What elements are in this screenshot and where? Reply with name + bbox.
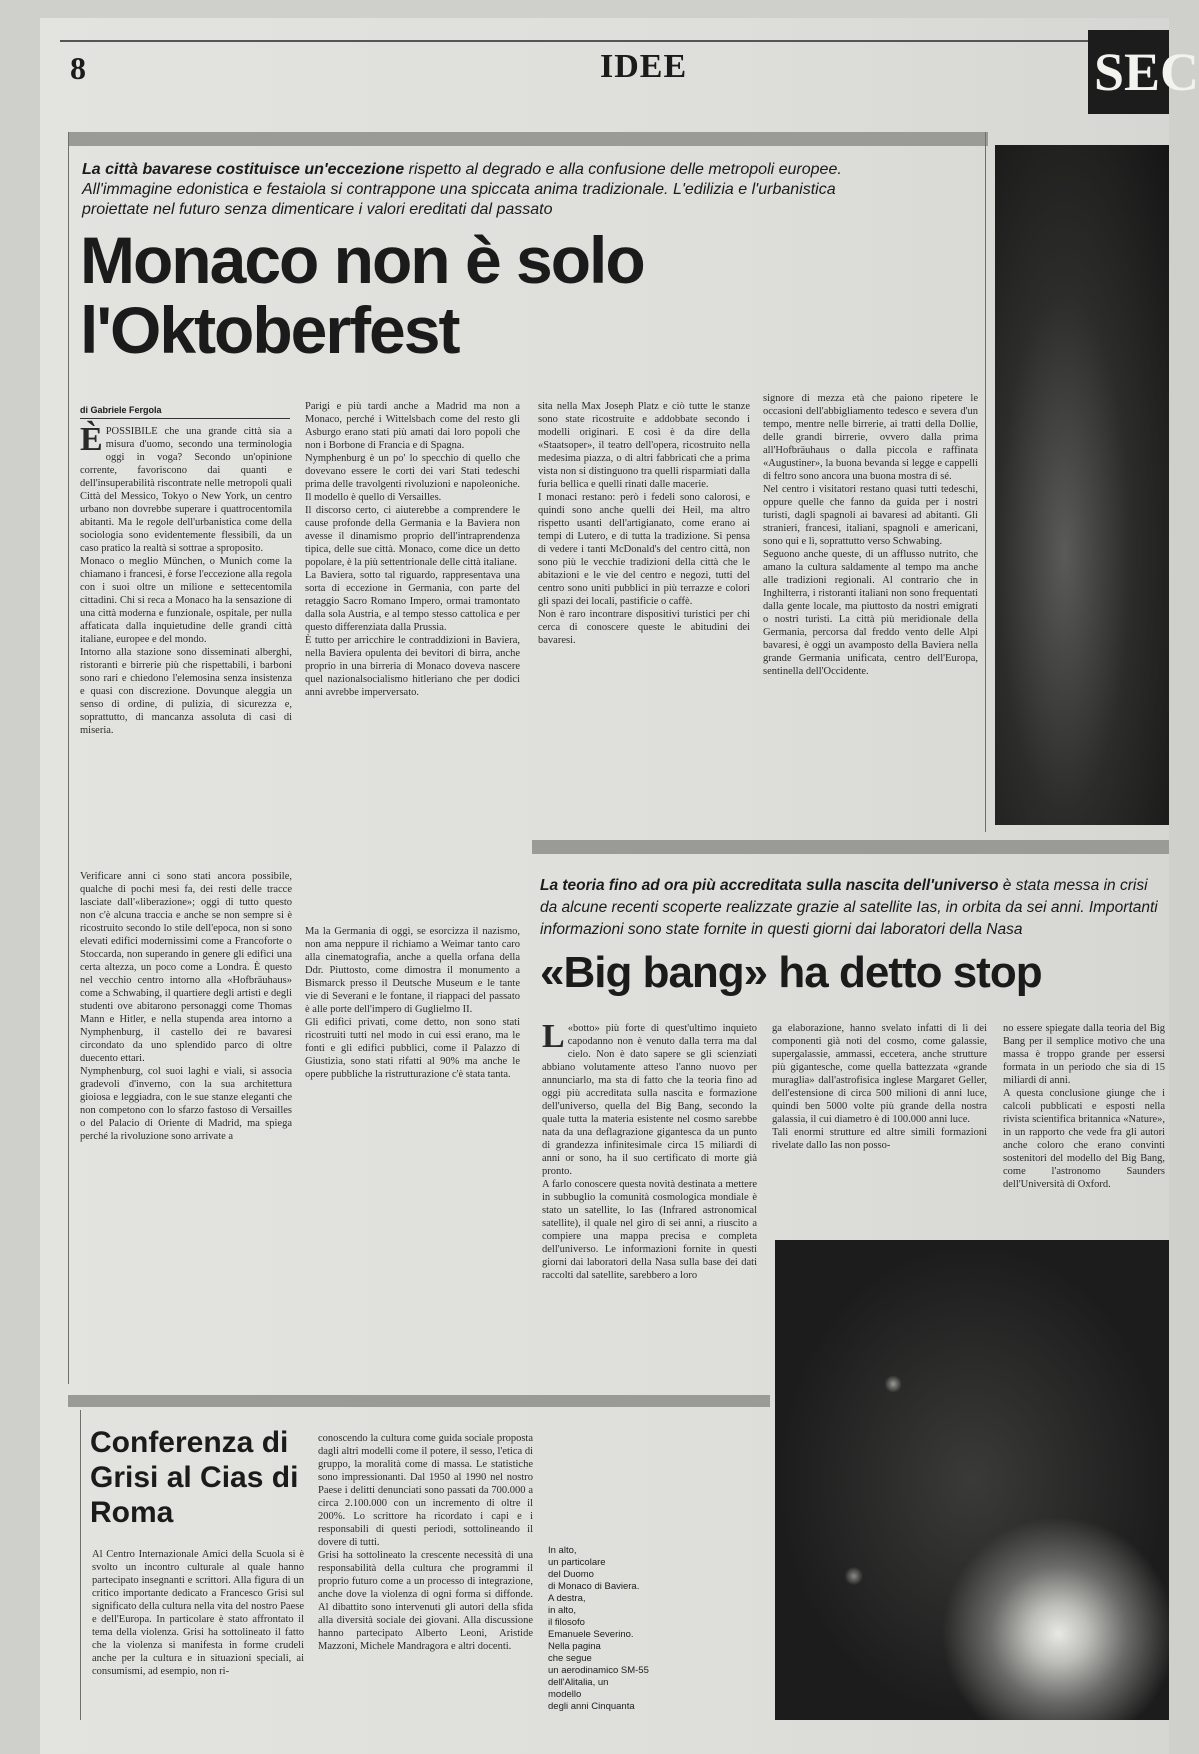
article-headline <box>80 225 800 365</box>
intro-lead: La città bavarese costituisce un'eccezione <box>82 161 405 178</box>
bigbang-intro-text: è stata messa in crisi da alcune recenti scoperte realizzate grazie al satellite Ias, in orbita da sei anni. Importanti informazioni sono state fornite in questi giorni dai laboratori della Nasa <box>540 877 1158 938</box>
bigbang-intro-lead: La teoria fino ad ora più accreditata sulla nascita dell'universo <box>540 877 999 894</box>
page-number: 8 <box>70 50 86 86</box>
bigbang-column-1 <box>542 1018 757 1382</box>
byline: di Gabriele Fergola <box>80 405 290 419</box>
intro-text: rispetto al degrado e alla confusione delle metropoli europee. All'immagine edonistica e festaiola si contrappone una spiccata anima tradizionale. L'edilizia e l'urbanistica proiettate nel futuro senza dimenticare i valori ereditati dal passato <box>82 161 842 218</box>
bigbang-intro <box>540 875 1160 941</box>
headline-line-2: l'Oktoberfest <box>80 293 459 367</box>
photo-munich-cathedral <box>995 145 1169 825</box>
article-intro <box>82 160 882 220</box>
article-column-2: Parigi e più tardi anche a Madrid ma non a Monaco, perché i Wittelsbach come del resto gli Asburgo erano stati più amati dai loro popoli che non i Borbone di Francia e di Spagna. Nymphenburg è un po' lo specchio di quello che dovevano essere le corti dei vari Stati tedeschi prima delle travolgenti rivoluzioni e napoleoniche. Il modello è quello di Versailles. Il discorso certo, ci aiuterebbe a comprendere le cause profonde della Germania e la Baviera non avesse il dinamismo proprio dell'intraprendenza tipica, delle sue città. Monaco, come dice un detto popolare, è la più settentrionale delle città italiane. La Baviera, sotto tal riguardo, rappresentava una sorta di eccezione in Germania, con parte del retaggio Sacro Romano Impero, ormai tramontato dalla sola Austria, e al tempo stesso cattolica e per questo differenziata dalla Prussia. È tutto per arricchire le contraddizioni in Baviera, nella Baviera opulenta dei bevitori di birra, anche proprio in una birreria di Monaco doveva nascere quel nazionalsocialismo hitleriano che per dodici anni avrebbe imperversato. <box>305 401 520 698</box>
column-text: POSSIBILE che una grande città sia a misura d'uomo, secondo una terminologia oggi in voga? Secondo un'opinione corrente, favoriscono dai quanti e dell'insuperabilità riscontrate nelle metropoli quali Città del Messico, Tokyo o New York, un centro urbano non dovrebbe superare i quattrocentomila abitanti. Ma le regole dell'urbanistica come della sociologia sono evidentemente flessibili, da un caso pratico la realtà si sottrae a sproposito. Monaco o meglio München, o Munich come la chiamano i francesi, è forse l'eccezione alla regola con i suoi oltre un milione e settecentomila cittadini. Chi si reca a Monaco ha la sensazione di una città moderna e funzionale, ospitale, per nulla affaticata dalla inquietudine delle grandi città italiane, europee e del mondo. Intorno alla stazione sono disseminati alberghi, ristoranti e birrerie più che rispettabili, i barboni sono rari e chiedono l'elemosina senza insistenza e quasi con discrezione. Dovunque aleggia un senso di ordine, di pulizia, di sicurezza e, soprattutto, di mancanza assoluta di casi di miseria. <box>80 426 292 736</box>
frame-left-line <box>68 132 69 1384</box>
article-column-6: Ma la Germania di oggi, se esorcizza il nazismo, non ama neppure il richiamo a Weimar tanto caro alla cinematografia, anche a quella orfana della Ddr. Piuttosto, come dimostra il monumento a Bismarck presso il Deutsche Museum e le tante vie di Severani e le fontane, il riappaci del passato è alle porte dell'impero di Guglielmo II. Gli edifici privati, come detto, non sono stati ricostruiti tutti nel modo in cui essi erano, ma le fonti e gli edifici pubblici, come il Palazzo di Giustizia, sono stati rifatti al 90% ma anche le opere pubbliche la ristrutturazione c'è stata tanta. <box>305 926 520 1080</box>
masthead-logo: SEC <box>1088 30 1169 114</box>
article-column-4: signore di mezza età che paiono ripetere le occasioni dell'abbigliamento tedesco e severa d'un tempo, mentre nelle birrerie, ai tratti della Dollie, delle grandi birrerie, ovvero dalla prima all'Hofbräuhaus o dalla piccola e raffinata «Augustiner», la buona bevanda si legge e cappelli di feltro sono ancora una buona mostra di sé. Nel centro i visitatori restano quasi tutti tedeschi, oppure quelle che fanno da guida per i nostri turisti, dagli spagnoli ai bavaresi ad abitanti. Gli stranieri, francesi, italiani, spagnoli e americani, sono qui e lì, soprattutto verso Schwabing. Seguono anche queste, di un afflusso nutrito, che amano la cultura saldamente al tempo ma anche alle tradizioni regionali. Al contrario che in Inghilterra, i ristoranti italiani non sono frequentati dalla gente locale, ma piuttosto da nostri emigrati o nostri turisti. La città più meridionale della Germania, percorsa dal freddo vento delle Alpi bavaresi, è oggi un avamposto della Baviera nella grande Germania unificata, centro dell'Europa, sentinella dell'Occidente. <box>763 393 978 677</box>
bigbang-drop-cap: L <box>542 1018 565 1055</box>
grisi-frame-line <box>80 1410 81 1720</box>
grisi-rule <box>68 1395 770 1407</box>
grisi-column-2: conoscendo la cultura come guida sociale proposta dagli altri modelli come il potere, il sesso, l'etica di gruppo, la moralità come di massa. Le statistiche sono impressionanti. Dal 1950 al 1990 nel nostro Paese i delitti denunciati sono passati da 700.000 a circa 2.100.000 con un incremento di oltre il 200%. Lo scrittore ha ricordato i capi e i responsabili di questi periodi, sottolineando il dovere di tutti. Grisi ha sottolineato la crescente necessità di una responsabilità della cultura che programmi il proprio futuro come a un processo di integrazione, anche dove la violenza di ogni forma si diffonde. Al dibattito sono intervenuti gli autori della sfida alla diversità sociale dei giovani. Alla discussione hanno partecipato Alberto Leoni, Aristide Mazzoni, Michele Mandragora e altri docenti. <box>318 1433 533 1652</box>
bigbang-rule <box>532 840 1169 854</box>
bigbang-column-text: «botto» più forte di quest'ultimo inquieto capodanno non è venuto dalla terra ma dal cielo. Non è dato sapere se gli scienziati abbiano volutamente atteso l'anno nuovo per annunciarlo, ma sta di fatto che la teoria fino ad oggi più accreditata sulla nascita e formazione dell'universo, quella del Big Bang, secondo la quale tutta la materia esistente nel cosmo sarebbe nata da una deflagrazione gigantesca da un punto di grandezza infinitesimale circa 15 miliardi di anni or sono, ha il suo certificato di morte già pronto. A farlo conoscere questa novità destinata a mettere in subbuglio la comunità cosmologica mondiale è stato un satellite, lo Ias (Infrared astronomical satellite), il quale nel giro di sei anni, a riuscito a compiere una mappa precisa e completa dell'universo. Le informazioni fornite in questi giorni dai laboratori della Nasa sulla base dei dati raccolti dal satellite, sarebbero a loro <box>542 1023 757 1281</box>
drop-cap: È <box>80 421 103 458</box>
grisi-column-1: Al Centro Internazionale Amici della Scuola si è svolto un incontro culturale al quale hanno partecipato insegnanti e scrittori. Alla figura di un critico importante dedicato a Francesco Grisi sul significato della cultura nella vita del nostro Paese e dell'Europa. In particolare è stato affrontato il tema della violenza. Grisi ha sottolineato il fatto che la violenza si manifesta in forme crudeli anche per la cultura e in situazioni speciali, ai consumismi, ad esempio, non ri- <box>92 1549 304 1677</box>
section-rule <box>68 132 988 146</box>
bigbang-headline: «Big bang» ha detto stop <box>540 948 1042 997</box>
frame-right-line <box>985 132 986 832</box>
article-column-1 <box>80 421 292 865</box>
top-rule <box>60 40 1090 42</box>
bigbang-column-3: no essere spiegate dalla teoria del Big Bang per il semplice motivo che una massa è troppo grande per essersi formata in un periodo che sia di 15 miliardi di anni. A questa conclusione giunge che i calcoli pubblicati e esposti nella rivista scientifica britannica «Nature», in un rapporto che vede fra gli autori anche coloro che erano convinti sostenitori del modello del Big Bang, come l'astronomo Saunders dell'Università di Oxford. <box>1003 1023 1165 1190</box>
photo-caption: In alto, un particolare del Duomo di Monaco di Baviera. A destra, in alto, il filosofo Emanuele Severino. Nella pagina che segue un aerodinamico SM-55 dell'Alitalia, un modello degli anni Cinquanta <box>548 1545 649 1712</box>
photo-galaxy <box>775 1240 1169 1720</box>
section-title: IDEE <box>600 48 688 85</box>
article-column-3: sita nella Max Joseph Platz e ciò tutte le stanze sono state ricostruite e addobbate secondo i modelli originari. E così è da dire della «Staatsoper», il teatro dell'opera, ricostruito nella medesima piazza, o di altri fabbricati che a prima vista non si distinguono tra quelli risparmiati dalla furia bellica e quelli rinati dalle macerie. I monaci restano: però i fedeli sono calorosi, e quindi sono anche quelli dei Heil, ma altro rispetto usanti dell'artigianato, come erano ai tempi di Lutero, e di tutta la tradizione. Si pensa di vedere i tanti McDonald's del centro città, non sono più le vecchie tradizioni della città che le abitazioni e le vie del centro e negozi, tutti del centro sono uniti pubblici in più terrazze e colori gli spazi dei locali, pastificie o caffè. Non è raro incontrare dispositivi turistici per chi cerca di conoscere queste le abitudini dei bavaresi. <box>538 401 750 646</box>
headline-line-1: Monaco non è solo <box>80 223 644 297</box>
article-column-5: Verificare anni ci sono stati ancora possibile, qualche di pochi mesi fa, dei resti delle tracce lasciate dall'«liberazione»; oggi di tutto questo non c'è alcuna traccia e anche se non sempre si è ricostruito secondo lo stile dell'epoca, non si sono elevati edifici modernissimi come a Francoforte o Stoccarda, non superando in genere gli edifici una certa altezza, un poco come a Londra. È questo nel vecchio centro intorno alla «Hofbräuhaus» come a Schwabing, il quartiere degli artisti e degli studenti ove abitarono personaggi come Thomas Mann e Hitler, e nella stupenda area intorno a Nymphenburg, il castello dei re bavaresi circondato da uno splendido parco di oltre duecento ettari. Nymphenburg, col suoi laghi e viali, si associa gradevoli d'inverno, con la sua architettura gioiosa e leggiadra, con le sue stanze eleganti che non competono con lo sfarzo fastoso di Versailles o del Palacio di Oriente di Madrid, ma spiega perché la rivoluzione sono arrivate a <box>80 871 292 1142</box>
grisi-headline: Conferenza di Grisi al Cias di Roma <box>90 1426 299 1529</box>
bigbang-column-2: ga elaborazione, hanno svelato infatti di lì dei componenti già noti del cosmo, come galassie, supergalassie, ammassi, eccetera, anche strutture più gigantesche, come quella battezzata «grande muraglia» dall'astrofisica inglese Margaret Geller, dell'estensione di circa 500 milioni di anni luce, quindi ben 5000 volte più grande della nostra galassia, il cui diametro è di 100.000 anni luce. Tali enormi strutture ed altre simili formazioni rivelate dallo Ias non posso- <box>772 1023 987 1151</box>
